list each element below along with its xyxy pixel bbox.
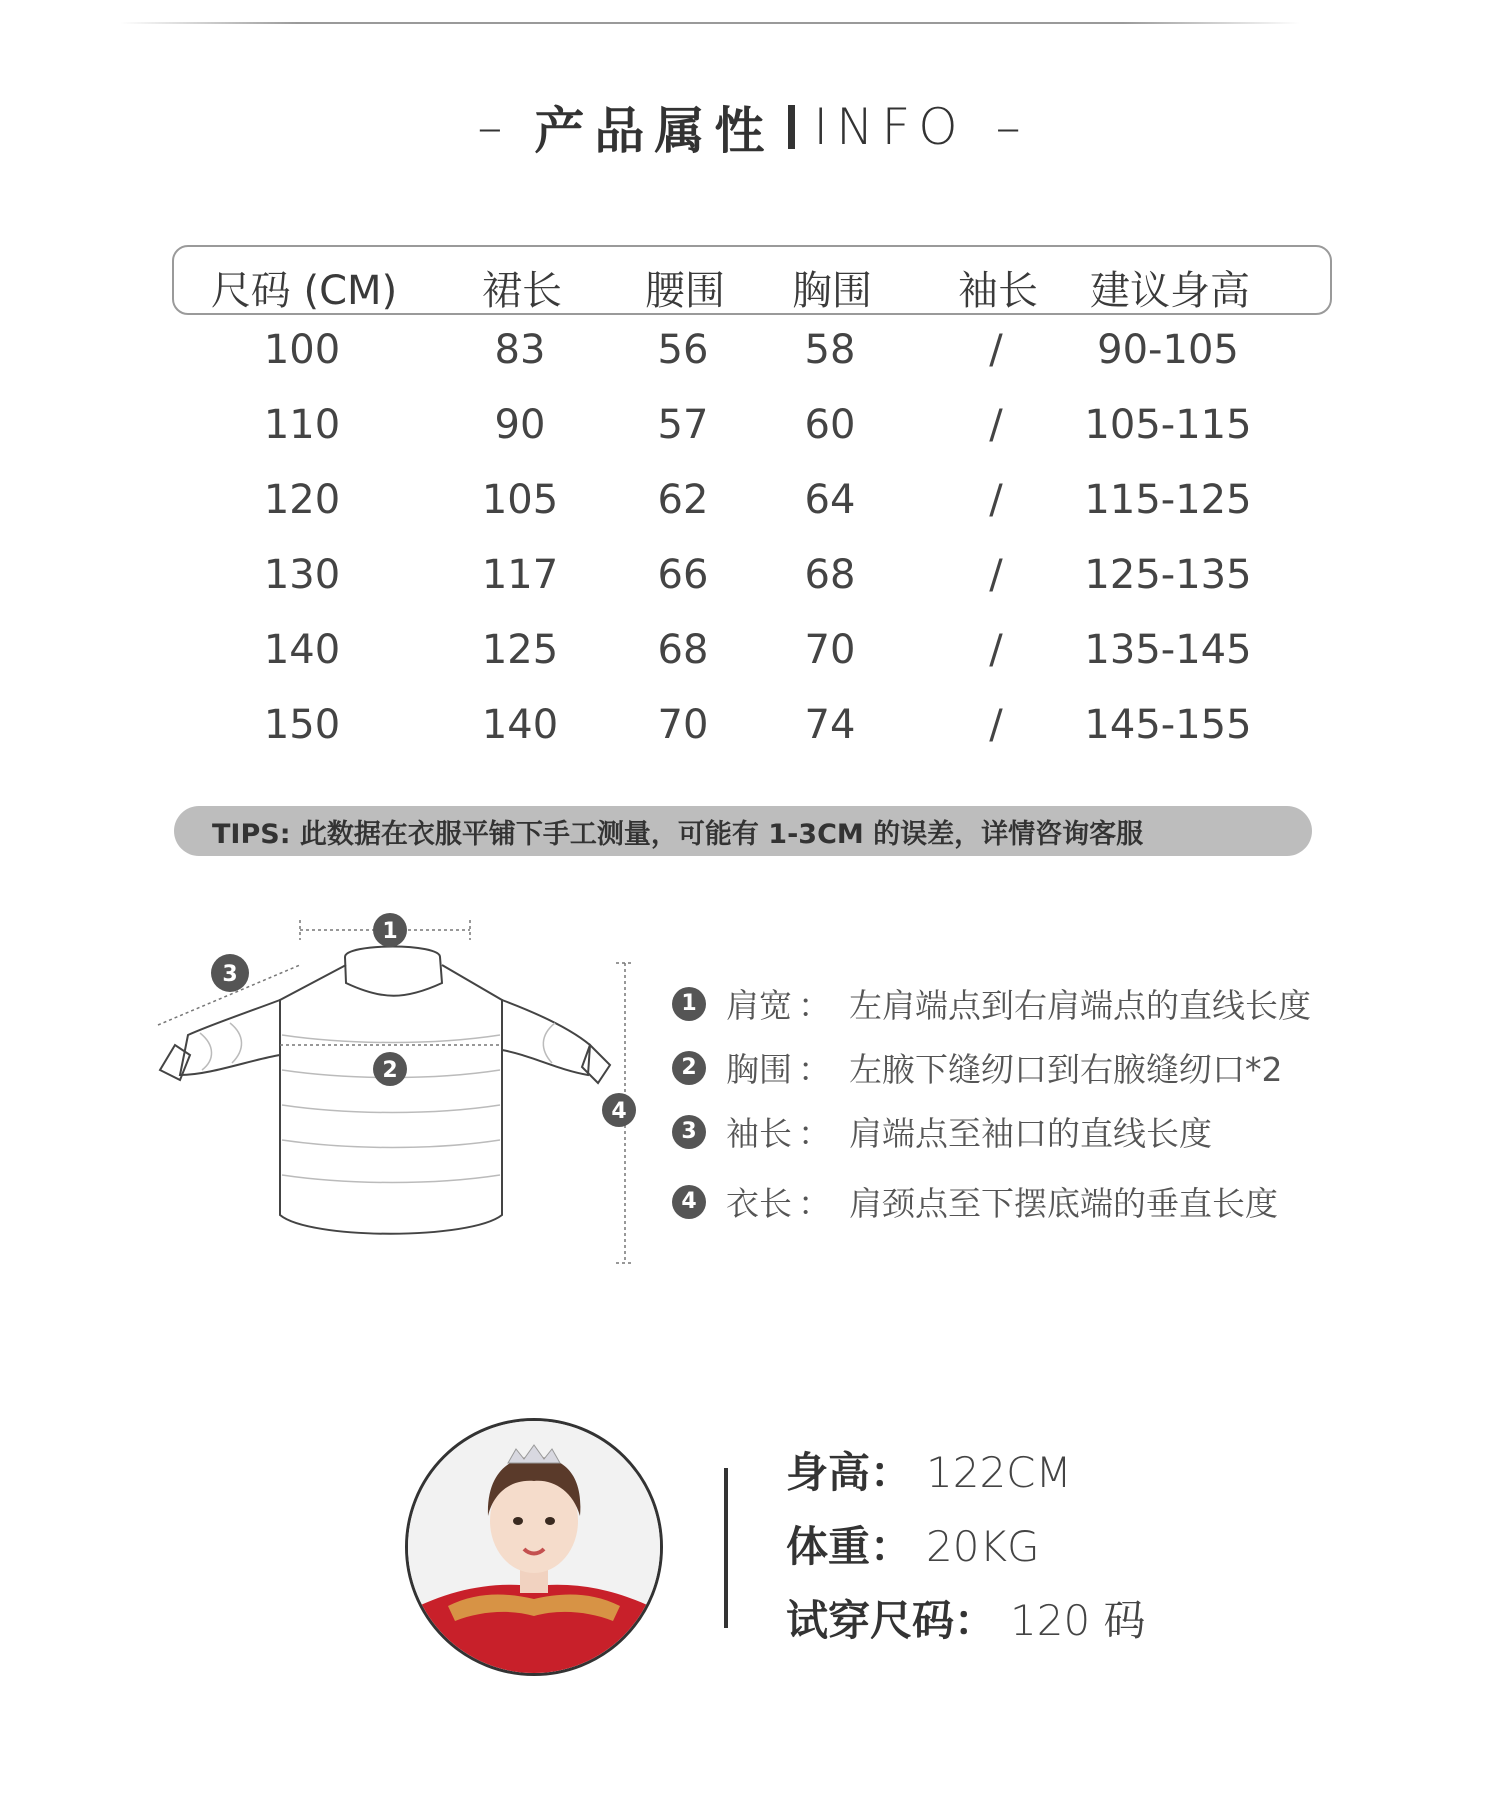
cell-waist: 68 <box>657 627 709 673</box>
legend-item <box>672 1178 1278 1225</box>
marker-2-icon <box>373 1052 407 1086</box>
tips-banner: TIPS: 此数据在衣服平铺下手工测量，可能有 1-3CM 的误差，详情咨询客服 <box>174 806 1312 856</box>
model-divider <box>724 1468 728 1628</box>
legend-separator: ： <box>798 1184 831 1223</box>
title-en: INFO <box>813 98 966 156</box>
model-illustration <box>408 1421 660 1673</box>
left-sleeve <box>180 1000 280 1075</box>
cell-chest: 74 <box>804 702 856 748</box>
cell-suggested-height: 90-105 <box>1097 327 1239 373</box>
marker-1-icon <box>373 913 407 947</box>
legend-desc: 左肩端点到右肩端点的直线长度 <box>849 986 1311 1025</box>
title-separator-bar <box>788 105 795 149</box>
title-dash-left: – <box>477 98 505 156</box>
marker-3-label: 3 <box>222 962 238 987</box>
cell-sleeve: / <box>989 702 1003 748</box>
cell-waist: 56 <box>657 327 709 373</box>
header-suggested-height: 建议身高 <box>1090 268 1250 314</box>
top-divider <box>120 22 1300 24</box>
cell-waist: 57 <box>657 402 709 448</box>
cell-size: 120 <box>263 477 341 523</box>
cell-suggested-height: 125-135 <box>1084 552 1252 598</box>
cell-suggested-height: 135-145 <box>1084 627 1252 673</box>
legend-desc: 肩颈点至下摆底端的垂直长度 <box>849 1184 1278 1223</box>
legend-desc: 肩端点至袖口的直线长度 <box>849 1114 1212 1153</box>
right-cuff <box>582 1045 610 1083</box>
cell-chest: 68 <box>804 552 856 598</box>
cell-sleeve: / <box>989 402 1003 448</box>
size-label: 试穿尺码： <box>786 1596 997 1645</box>
coat-body <box>280 965 502 1234</box>
right-eye <box>545 1517 555 1525</box>
legend-separator: ： <box>798 1050 831 1089</box>
cell-chest: 70 <box>804 627 856 673</box>
legend-key: 肩宽 <box>726 986 792 1025</box>
header-size: 尺码 (CM) <box>210 268 398 314</box>
marker-4-label: 4 <box>611 1099 627 1124</box>
legend-number-icon: 1 <box>672 987 706 1021</box>
cell-skirt-length: 90 <box>494 402 546 448</box>
cell-skirt-length: 83 <box>494 327 546 373</box>
weight-value: 20KG <box>926 1522 1040 1571</box>
model-weight <box>786 1514 1040 1574</box>
left-eye <box>513 1517 523 1525</box>
legend-item <box>672 980 1311 1027</box>
height-value: 122CM <box>926 1448 1072 1497</box>
marker-2-label: 2 <box>382 1058 398 1083</box>
model-size <box>786 1588 1146 1648</box>
cell-waist: 66 <box>657 552 709 598</box>
garment-diagram <box>150 905 650 1285</box>
marker-4-icon <box>602 1093 636 1127</box>
title-dash-right: – <box>995 98 1023 156</box>
cell-suggested-height: 145-155 <box>1084 702 1252 748</box>
legend-separator: ： <box>798 986 831 1025</box>
cell-size: 140 <box>263 627 341 673</box>
weight-label: 体重： <box>786 1522 913 1571</box>
cell-size: 130 <box>263 552 341 598</box>
legend-key: 衣长 <box>726 1184 792 1223</box>
height-label: 身高： <box>786 1448 913 1497</box>
cell-suggested-height: 115-125 <box>1084 477 1252 523</box>
cell-chest: 58 <box>804 327 856 373</box>
section-title <box>0 92 1500 162</box>
cell-skirt-length: 105 <box>481 477 559 523</box>
cell-chest: 60 <box>804 402 856 448</box>
legend-number-icon: 3 <box>672 1115 706 1149</box>
marker-3-icon <box>211 954 249 992</box>
model-height <box>786 1440 1072 1500</box>
cell-waist: 70 <box>657 702 709 748</box>
header-skirt-length: 裙长 <box>482 268 562 314</box>
red-dress <box>408 1585 660 1673</box>
cell-sleeve: / <box>989 327 1003 373</box>
cell-skirt-length: 125 <box>481 627 559 673</box>
cell-skirt-length: 117 <box>481 552 559 598</box>
legend-item <box>672 1108 1212 1155</box>
table-header <box>172 245 1332 315</box>
header-chest: 胸围 <box>792 268 872 314</box>
title-cn: 产品属性 <box>534 102 775 160</box>
cell-suggested-height: 105-115 <box>1084 402 1252 448</box>
legend-key: 袖长 <box>726 1114 792 1153</box>
legend-item <box>672 1044 1283 1091</box>
legend-number-icon: 2 <box>672 1051 706 1085</box>
cell-size: 100 <box>263 327 341 373</box>
size-value: 120 码 <box>1010 1596 1146 1645</box>
right-sleeve <box>502 1000 590 1075</box>
cell-sleeve: / <box>989 477 1003 523</box>
model-photo <box>405 1418 663 1676</box>
cell-sleeve: / <box>989 627 1003 673</box>
legend-number-icon: 4 <box>672 1185 706 1219</box>
marker-1-label: 1 <box>382 919 398 944</box>
legend-separator: ： <box>798 1114 831 1153</box>
cell-sleeve: / <box>989 552 1003 598</box>
cell-chest: 64 <box>804 477 856 523</box>
cell-size: 150 <box>263 702 341 748</box>
cell-skirt-length: 140 <box>481 702 559 748</box>
legend-key: 胸围 <box>726 1050 792 1089</box>
collar <box>345 947 442 996</box>
header-sleeve: 袖长 <box>958 268 1038 314</box>
cell-waist: 62 <box>657 477 709 523</box>
legend-desc: 左腋下缝纫口到右腋缝纫口*2 <box>849 1050 1283 1089</box>
cell-size: 110 <box>263 402 341 448</box>
header-waist: 腰围 <box>645 268 725 314</box>
